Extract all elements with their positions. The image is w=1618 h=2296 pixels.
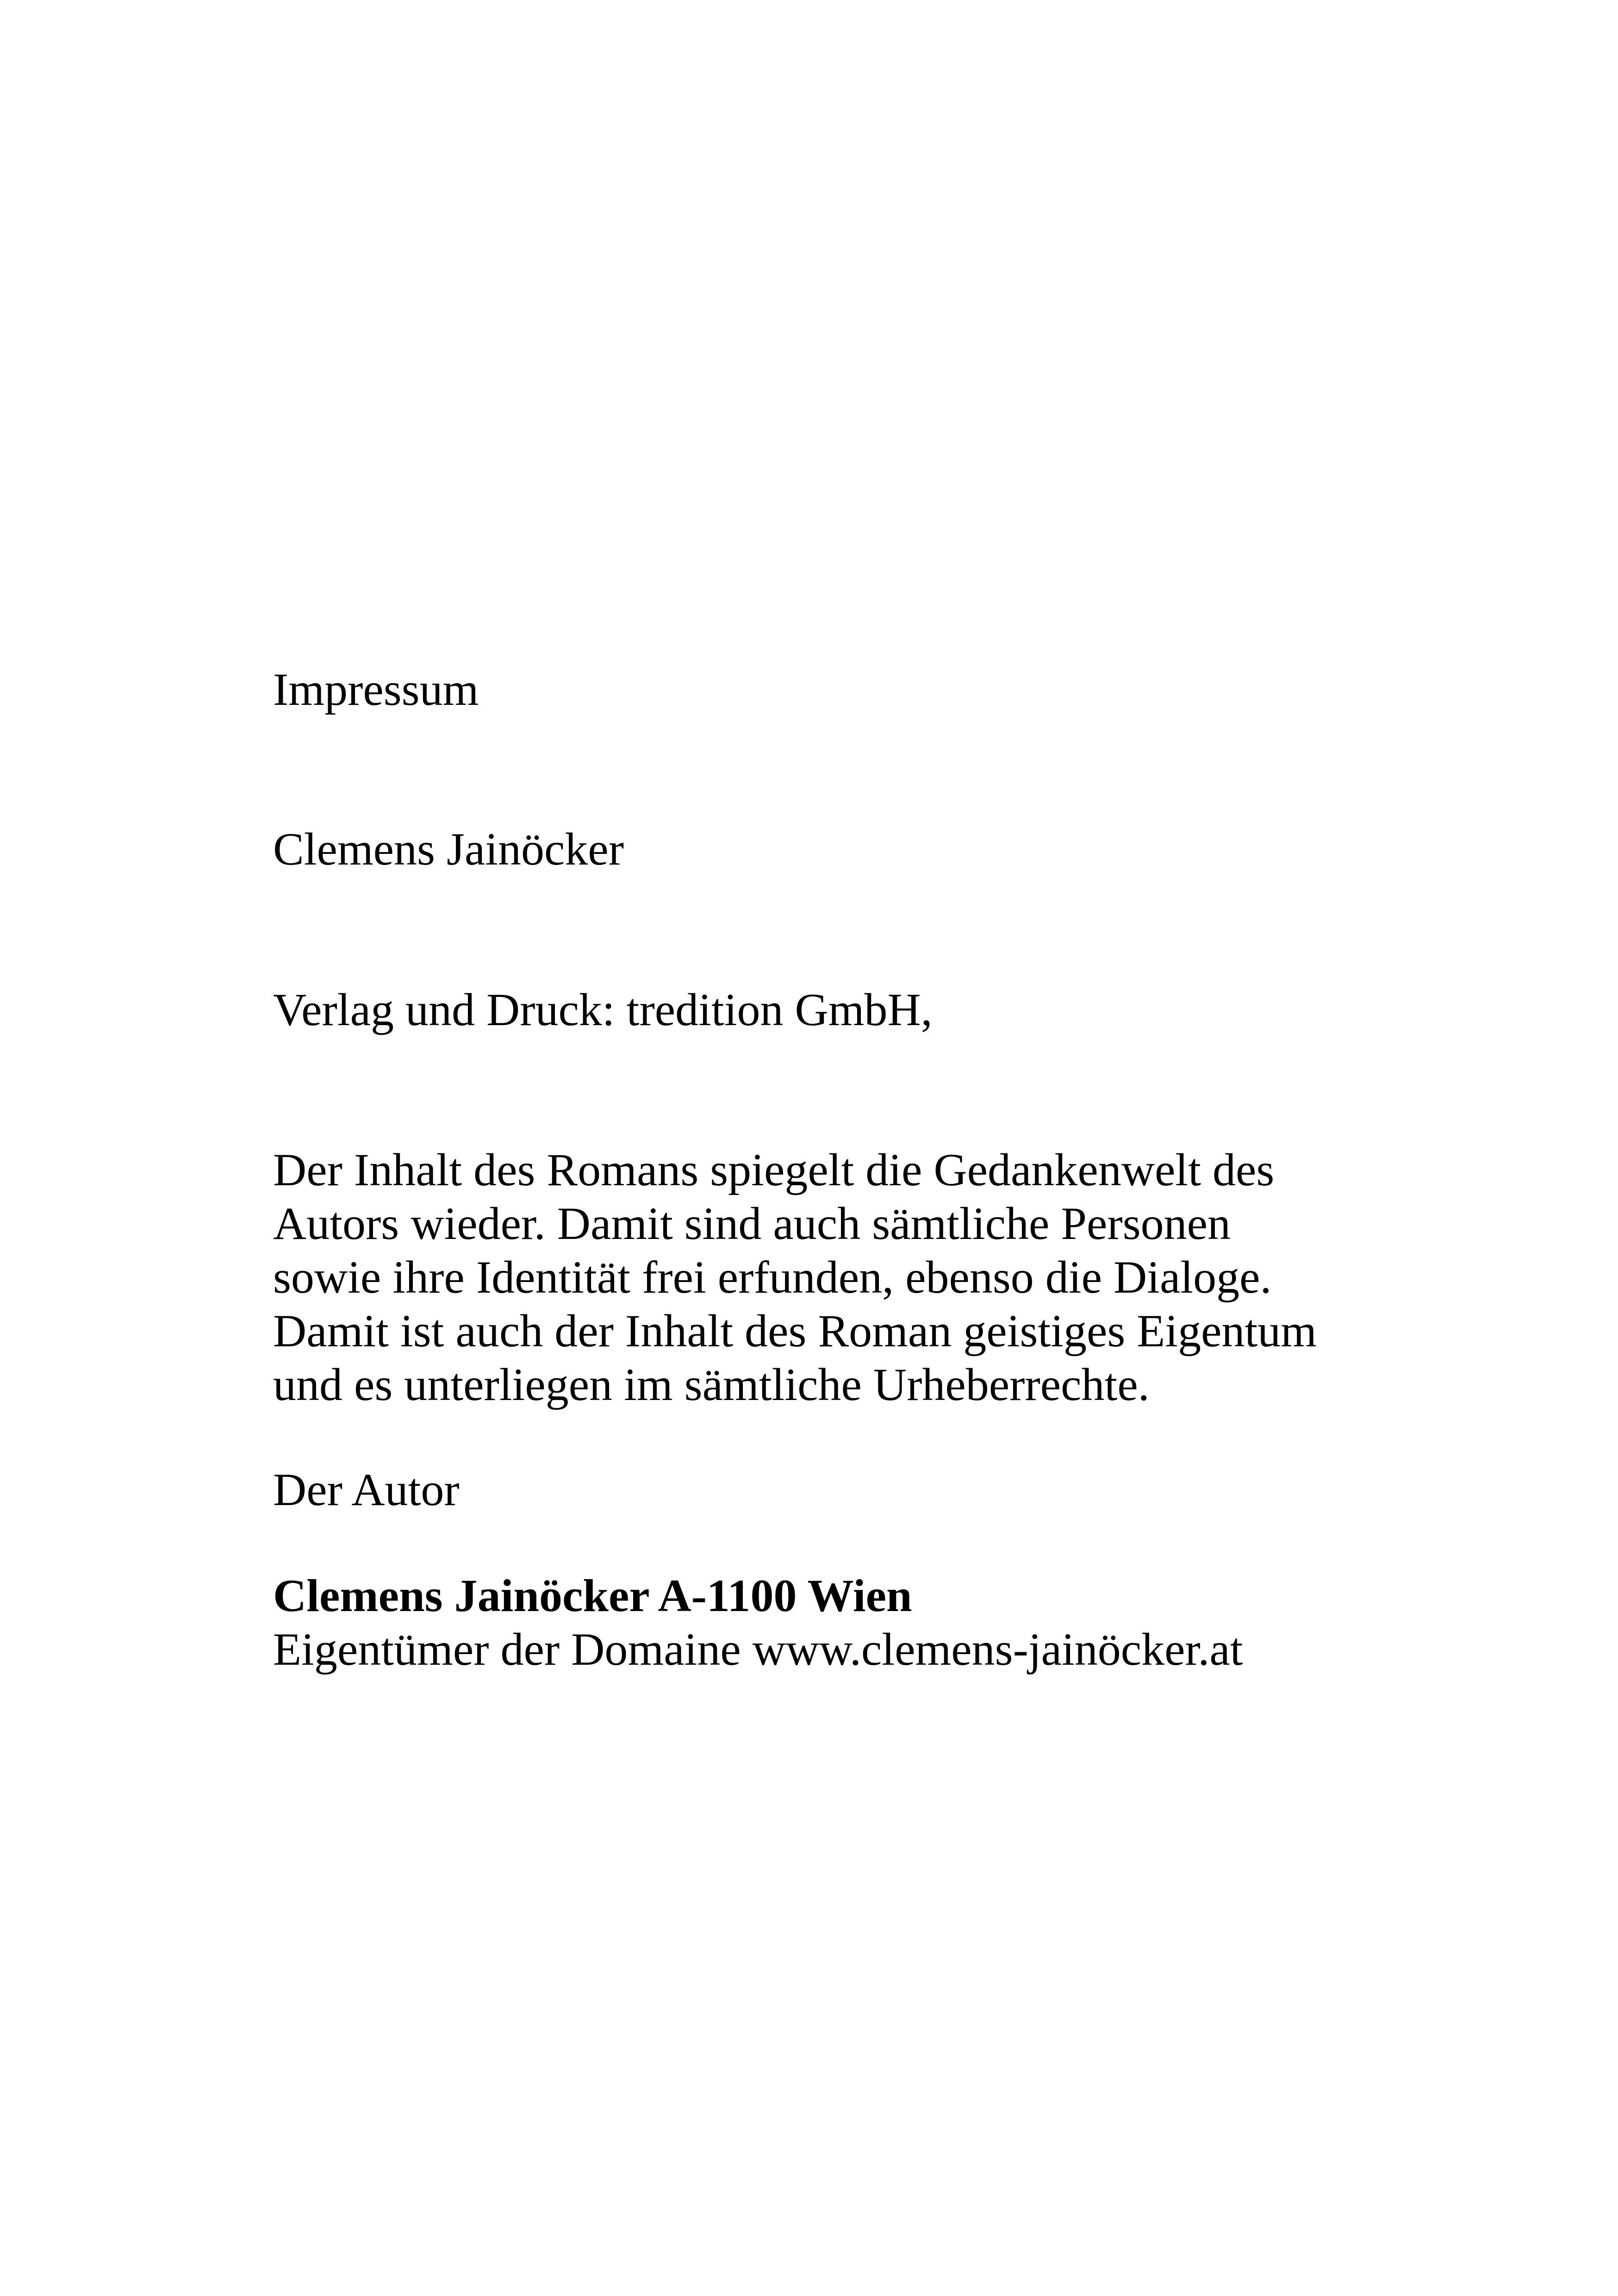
signoff: Der Autor: [273, 1464, 460, 1515]
disclaimer-paragraph: [273, 1143, 1384, 1412]
domain-line: Eigentümer der Domaine www.clemens-jainöcker.at: [273, 1624, 1243, 1675]
disclaimer-line: und es unterliegen im sämtliche Urheberrechte.: [273, 1359, 1150, 1410]
author-name: Clemens Jainöcker: [273, 823, 624, 875]
disclaimer-line: Autors wieder. Damit sind auch sämtliche Personen: [273, 1198, 1231, 1249]
contact-name-address: Clemens Jainöcker A-1100 Wien: [273, 1570, 912, 1621]
disclaimer-line: sowie ihre Identität frei erfunden, ebenso die Dialoge.: [273, 1251, 1272, 1303]
publisher-line: Verlag und Druck: tredition GmbH,: [273, 984, 933, 1035]
disclaimer-line: Der Inhalt des Romans spiegelt die Gedankenwelt des: [273, 1144, 1275, 1195]
page-heading: Impressum: [273, 664, 479, 715]
contact-block: [273, 1569, 1384, 1676]
disclaimer-line: Damit ist auch der Inhalt des Roman geistiges Eigentum: [273, 1305, 1317, 1356]
